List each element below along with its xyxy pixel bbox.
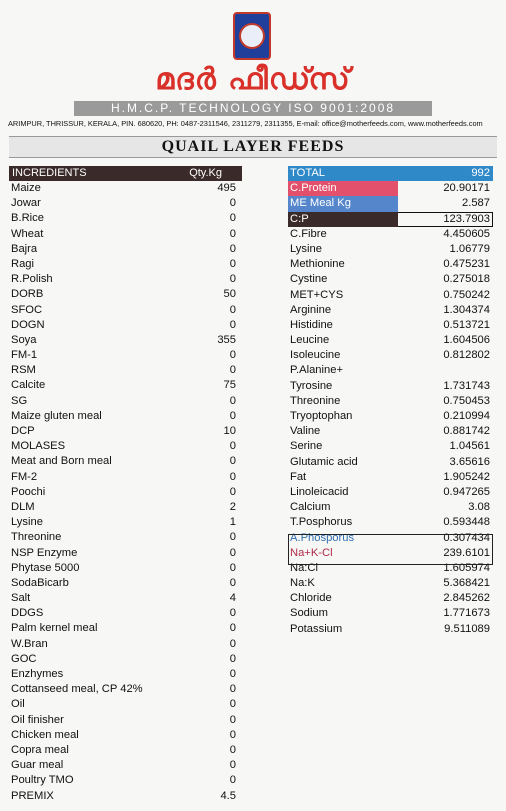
ingredient-row	[9, 287, 242, 302]
ingredient-row	[9, 257, 242, 272]
ingredient-qty: 0	[229, 713, 236, 726]
ingredient-name: Meat and Born meal	[11, 455, 112, 468]
nutrient-value: 5.368421	[443, 577, 490, 590]
nutrient-value: 239.6101	[443, 546, 490, 559]
ingredient-row	[9, 211, 242, 226]
ingredient-name: DLM	[11, 500, 35, 513]
nutrient-name: Methionine	[290, 258, 345, 271]
nutrient-name: A.Phosporus	[290, 531, 355, 544]
nutrient-value: 1.605974	[443, 561, 490, 574]
ingredient-qty: 0	[229, 637, 236, 650]
ingredient-name: Oil	[11, 698, 25, 711]
ingredient-row	[9, 652, 242, 667]
nutrient-name: Tyrosine	[290, 379, 333, 392]
phosphorus-box	[288, 534, 493, 565]
nutrient-value: 0.307434	[443, 531, 490, 544]
sheet-title-bar	[9, 136, 497, 158]
ingredient-name: DORB	[11, 288, 44, 301]
ingredient-qty: 0	[229, 561, 236, 574]
ingredient-name: Ragi	[11, 257, 35, 270]
ingredient-qty: 495	[217, 182, 236, 194]
ingredient-name: Jowar	[11, 197, 41, 210]
ingredient-row	[9, 242, 242, 257]
ingredient-name: MOLASES	[11, 440, 66, 453]
ingredient-qty: 0	[229, 728, 236, 741]
nutrient-row	[288, 272, 493, 287]
ingredient-name: SG	[11, 394, 28, 407]
ingredient-name: SFOC	[11, 303, 43, 316]
nutrient-name: Chloride	[290, 592, 332, 605]
ingredient-name: FM-2	[11, 470, 38, 483]
ingredient-row	[9, 758, 242, 773]
nutrient-row	[288, 333, 493, 348]
nutrient-value: 3.65616	[449, 455, 490, 468]
ingredient-row	[9, 561, 242, 576]
ingredient-row	[9, 303, 242, 318]
ingredient-row	[9, 713, 242, 728]
nutrient-value: 0.593448	[443, 516, 490, 529]
ingredient-qty: 0	[229, 273, 236, 286]
nutrient-name: Arginine	[290, 303, 332, 316]
nutrient-name: TOTAL	[290, 167, 326, 179]
ingredient-name: DCP	[11, 425, 35, 437]
nutrient-value: 1.06779	[449, 242, 490, 255]
ingredient-qty: 0	[229, 546, 236, 559]
nutrient-name: Tryoptophan	[290, 410, 353, 422]
nutrient-name: C.Protein	[288, 181, 398, 196]
ingredient-qty: 0	[229, 394, 236, 407]
ingredient-qty: 0	[229, 485, 236, 498]
ingredient-row	[9, 697, 242, 712]
ingredient-qty: 2	[229, 500, 236, 513]
nutrient-row	[288, 455, 493, 470]
nutrient-value: 1.731743	[443, 379, 490, 392]
nutrient-row	[288, 363, 493, 378]
nutrient-name: Serine	[290, 440, 323, 453]
ingredients-col-qty: Qty.Kg	[189, 167, 222, 179]
nutrient-row	[288, 394, 493, 409]
ingredient-name: Oil finisher	[11, 713, 64, 726]
nutrient-name: Glutamic acid	[290, 455, 358, 468]
nutrient-name: MET+CYS	[290, 288, 344, 301]
ingredient-qty: 0	[229, 257, 236, 270]
nutrient-value: 0.750242	[443, 288, 490, 301]
ingredient-row	[9, 363, 242, 378]
ingredient-name: Palm kernel meal	[11, 622, 98, 635]
ingredient-row	[9, 378, 242, 393]
nutrient-name: C:P	[288, 212, 398, 227]
ingredient-qty: 0	[229, 409, 236, 422]
nutrient-value: 0.475231	[443, 258, 490, 271]
ingredient-name: Maize	[11, 182, 41, 194]
ingredient-qty: 0	[229, 576, 236, 589]
nutrient-name: ME Meal Kg	[288, 196, 398, 211]
nutrient-value: 0.210994	[443, 410, 490, 422]
ingredient-qty: 4.5	[220, 789, 236, 802]
ingredient-row	[9, 181, 242, 196]
nutrient-name: Linoleicacid	[290, 485, 349, 498]
nutrient-value: 2.845262	[443, 592, 490, 605]
nutrient-row	[288, 576, 493, 591]
sheet-title: QUAIL LAYER FEEDS	[161, 138, 345, 155]
nutrient-row	[288, 470, 493, 485]
ingredient-name: PREMIX	[11, 789, 54, 802]
nutrient-row	[288, 166, 493, 181]
ingredient-name: SodaBicarb	[11, 576, 69, 589]
nutrient-row	[288, 622, 493, 637]
ingredient-name: DOGN	[11, 318, 45, 331]
ingredient-qty: 0	[229, 303, 236, 316]
ingredient-row	[9, 606, 242, 621]
nutrient-row	[288, 500, 493, 515]
ingredient-qty: 0	[229, 531, 236, 544]
ingredient-name: GOC	[11, 652, 37, 665]
ingredient-name: Copra meal	[11, 743, 69, 756]
ingredient-row	[9, 485, 242, 500]
ingredient-row	[9, 576, 242, 591]
ingredient-row	[9, 348, 242, 363]
nutrient-name: Na:Cl	[290, 561, 318, 574]
nutrient-value: 1.771673	[443, 607, 490, 620]
ingredient-qty: 10	[223, 425, 236, 437]
ingredient-qty: 0	[229, 364, 236, 377]
mother-feeds-logo-icon	[233, 12, 271, 60]
ingredient-row	[9, 773, 242, 788]
ingredients-table	[9, 181, 242, 804]
ingredient-qty: 0	[229, 607, 236, 620]
nutrient-row	[288, 181, 493, 196]
nutrient-value: 1.604506	[443, 334, 490, 347]
ingredient-row	[9, 591, 242, 606]
nutrient-name: Cystine	[290, 273, 328, 286]
ingredient-row	[9, 439, 242, 454]
ingredient-row	[9, 546, 242, 561]
ingredient-row	[9, 409, 242, 424]
nutrient-value: 0.750453	[443, 394, 490, 407]
ingredient-row	[9, 318, 242, 333]
nutrient-value: 3.08	[468, 501, 490, 514]
ingredient-qty: 0	[229, 470, 236, 483]
ingredient-name: Enzhymes	[11, 668, 64, 680]
nutrient-row	[288, 212, 493, 227]
ingredient-row	[9, 515, 242, 530]
ingredient-name: Salt	[11, 592, 31, 605]
ingredient-row	[9, 500, 242, 515]
nutrient-name: Na:K	[290, 577, 315, 590]
ingredient-name: Maize gluten meal	[11, 409, 102, 422]
ingredient-qty: 0	[229, 698, 236, 711]
nutrient-value: 1.905242	[443, 470, 490, 483]
ingredient-row	[9, 470, 242, 485]
ingredient-qty: 0	[229, 455, 236, 468]
nutrient-row	[288, 439, 493, 454]
nutrient-value: 4.450605	[443, 227, 490, 240]
ingredient-qty: 0	[229, 212, 236, 225]
ingredient-name: Threonine	[11, 531, 62, 544]
ingredient-row	[9, 530, 242, 545]
nutrient-value: 123.7903	[443, 212, 490, 225]
ingredient-row	[9, 728, 242, 743]
ingredient-qty: 4	[229, 592, 236, 605]
nutrient-name: T.Posphorus	[290, 516, 353, 529]
nutrient-row	[288, 242, 493, 257]
nutrient-value: 1.304374	[443, 303, 490, 316]
nutrient-row	[288, 591, 493, 606]
ingredient-qty: 0	[229, 668, 236, 680]
ingredient-name: W.Bran	[11, 637, 48, 650]
ingredient-row	[9, 667, 242, 682]
tagline: H.M.C.P. TECHNOLOGY ISO 9001:2008	[74, 101, 432, 116]
nutrient-row	[288, 257, 493, 272]
ingredient-row	[9, 789, 242, 804]
ingredient-qty: 0	[229, 318, 236, 331]
ingredient-name: Chicken meal	[11, 728, 79, 741]
ingredient-name: Bajra	[11, 242, 38, 255]
ingredient-name: Poultry TMO	[11, 774, 74, 787]
ingredient-row	[9, 621, 242, 636]
ingredient-name: Wheat	[11, 227, 44, 240]
ingredient-row	[9, 333, 242, 348]
nutrient-row	[288, 348, 493, 363]
ingredient-qty: 0	[229, 349, 236, 362]
nutrient-name: Valine	[290, 425, 321, 438]
ingredient-name: NSP Enzyme	[11, 546, 78, 559]
company-address: ARIMPUR, THRISSUR, KERALA, PIN. 680620, PH: 0487-2311546, 2311279, 2311355, E-mail: office@motherfeeds.com, www.motherfeeds.com	[8, 119, 483, 128]
ingredients-col-name: INCREDIENTS	[12, 167, 87, 179]
nutrient-row	[288, 288, 493, 303]
nutrient-name: Threonine	[290, 394, 341, 407]
ingredient-qty: 0	[229, 242, 236, 255]
ingredient-row	[9, 227, 242, 242]
nutrient-name: Lysine	[290, 242, 322, 255]
nutrient-value: 0.513721	[443, 318, 490, 331]
nutrient-name: Leucine	[290, 334, 330, 347]
ingredient-row	[9, 454, 242, 469]
ingredient-name: Calcite	[11, 379, 46, 392]
nutrient-row	[288, 227, 493, 242]
nutrient-row	[288, 318, 493, 333]
nutrient-value: 0.812802	[443, 349, 490, 362]
ingredient-name: Guar meal	[11, 759, 64, 772]
ingredient-qty: 75	[223, 379, 236, 392]
ingredient-qty: 0	[229, 652, 236, 665]
ingredient-qty: 0	[229, 683, 236, 696]
ingredient-qty: 0	[229, 743, 236, 756]
nutrient-name: C.Fibre	[290, 227, 327, 240]
nutrient-row	[288, 379, 493, 394]
ingredient-qty: 0	[229, 440, 236, 453]
ingredient-qty: 50	[223, 288, 236, 301]
nutrient-row	[288, 606, 493, 621]
ingredient-name: FM-1	[11, 349, 38, 362]
nutrient-value: 0.275018	[443, 273, 490, 286]
nutrient-name: Sodium	[290, 607, 328, 620]
nutrient-row	[288, 515, 493, 530]
nutrient-value: 1.04561	[449, 440, 490, 453]
nutrient-row	[288, 303, 493, 318]
nutrient-name: Potassium	[290, 622, 343, 635]
ingredient-qty: 0	[229, 227, 236, 240]
ingredient-qty: 1	[229, 516, 236, 529]
ingredient-name: Cottanseed meal, CP 42%	[11, 683, 143, 696]
nutrient-name: Na+K-Cl	[290, 546, 333, 559]
ingredient-row	[9, 743, 242, 758]
ingredient-name: Soya	[11, 333, 37, 346]
nutrient-row	[288, 196, 493, 211]
ingredient-name: R.Polish	[11, 273, 53, 286]
nutrient-value: 9.511089	[444, 622, 490, 635]
nutrient-name: Isoleucine	[290, 349, 341, 362]
nutrient-row	[288, 485, 493, 500]
nutrient-name: P.Alanine+	[290, 364, 343, 377]
ingredient-row	[9, 394, 242, 409]
ingredient-qty: 0	[229, 622, 236, 635]
ingredient-row	[9, 424, 242, 439]
nutrient-value: 20.90171	[443, 182, 490, 195]
ingredient-row	[9, 637, 242, 652]
nutrient-row	[288, 409, 493, 424]
nutrient-name: Calcium	[290, 501, 331, 514]
brand-name: മദർ ഫീഡ്സ്	[155, 62, 351, 97]
ingredients-header	[9, 166, 242, 181]
ingredient-name: Phytase 5000	[11, 561, 80, 574]
nutrient-value: 992	[471, 167, 490, 179]
nutrient-name: Fat	[290, 470, 307, 483]
ingredient-qty: 355	[217, 333, 236, 346]
ingredient-row	[9, 272, 242, 287]
nutrient-value: 0.947265	[443, 485, 490, 498]
ingredient-name: B.Rice	[11, 212, 44, 225]
ingredient-name: Poochi	[11, 485, 46, 498]
nutrient-value: 2.587	[462, 197, 490, 210]
nutrient-row	[288, 424, 493, 439]
ingredient-name: Lysine	[11, 516, 43, 529]
ingredient-qty: 0	[229, 759, 236, 772]
ingredient-qty: 0	[229, 197, 236, 210]
nutrient-value: 0.881742	[443, 425, 490, 438]
ingredient-name: RSM	[11, 364, 36, 377]
ingredient-row	[9, 682, 242, 697]
ingredient-row	[9, 196, 242, 211]
ingredient-qty: 0	[229, 774, 236, 787]
nutrients-table	[288, 166, 493, 637]
nutrient-name: Histidine	[290, 318, 333, 331]
ingredient-name: DDGS	[11, 607, 44, 620]
